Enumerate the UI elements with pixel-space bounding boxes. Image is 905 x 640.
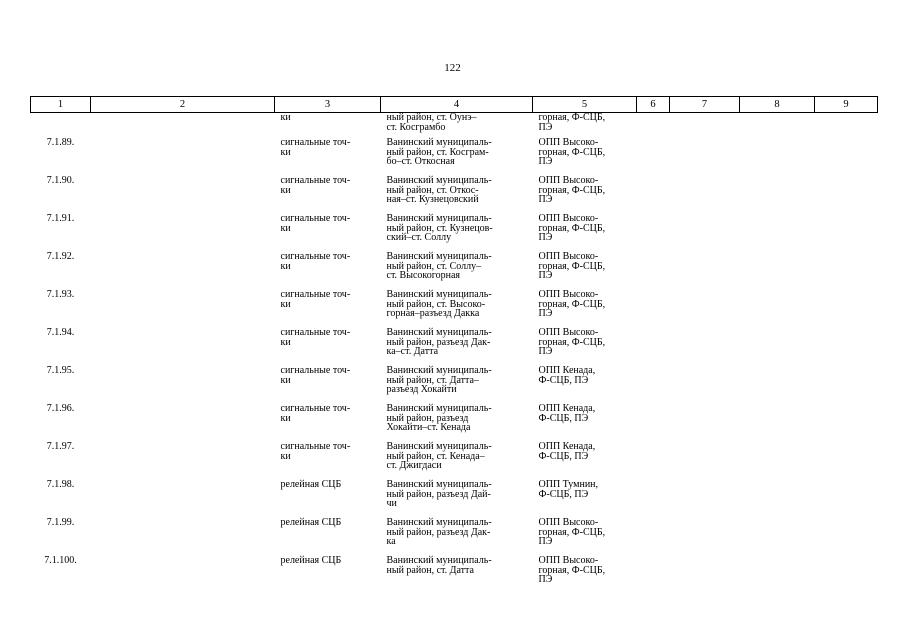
cell-empty xyxy=(815,249,878,287)
cell-empty xyxy=(670,553,740,591)
cell-location: Ванинский муниципаль- ный район, ст. Кузнецов- ский–ст. Соллу xyxy=(386,213,493,243)
table-row xyxy=(31,439,878,477)
table-row xyxy=(31,553,878,591)
cell-empty xyxy=(740,439,815,477)
cell-type: релейная СЦБ xyxy=(280,555,342,566)
cell-type: сигнальные точ- ки xyxy=(280,251,351,272)
cell-empty xyxy=(815,325,878,363)
cell-empty xyxy=(637,325,670,363)
column-header-1: 1 xyxy=(31,97,91,113)
table-row xyxy=(31,173,878,211)
cell-location: Ванинский муниципаль- ный район, разъезд Дак- ка–ст. Датта xyxy=(386,327,492,357)
cell-empty xyxy=(637,439,670,477)
cell-owner: ОПП Тумнин, Ф-СЦБ, ПЭ xyxy=(538,479,599,500)
cell-empty xyxy=(91,363,275,401)
cell-number: 7.1.90. xyxy=(46,175,75,186)
cell-location: Ванинский муниципаль- ный район, ст. Кенада– ст. Джигдаси xyxy=(386,441,492,471)
cell-type: сигнальные точ- ки xyxy=(280,441,351,462)
column-header-4: 4 xyxy=(381,97,533,113)
cell-number: 7.1.93. xyxy=(46,289,75,300)
cell-empty xyxy=(740,553,815,591)
cell-empty xyxy=(815,113,878,136)
cell-empty xyxy=(91,287,275,325)
cell-owner: ОПП Кенада, Ф-СЦБ, ПЭ xyxy=(538,441,596,462)
header-row xyxy=(31,97,878,113)
cell-owner: ОПП Кенада, Ф-СЦБ, ПЭ xyxy=(538,365,596,386)
cell-empty xyxy=(91,401,275,439)
cell-location: Ванинский муниципаль- ный район, разъезд Дай- чи xyxy=(386,479,492,509)
cell-owner: ОПП Высоко- горная, Ф-СЦБ, ПЭ xyxy=(538,555,606,585)
cell-empty xyxy=(740,211,815,249)
cell-number xyxy=(31,113,91,136)
cell-empty xyxy=(815,211,878,249)
cell-empty xyxy=(637,363,670,401)
cell-type: сигнальные точ- ки xyxy=(280,137,351,158)
table-row xyxy=(31,287,878,325)
cell-empty xyxy=(740,325,815,363)
cell-empty xyxy=(815,287,878,325)
cell-number: 7.1.92. xyxy=(46,251,75,262)
cell-location: Ванинский муниципаль- ный район, ст. Датта– разъезд Хокайти xyxy=(386,365,492,395)
cell-empty xyxy=(637,135,670,173)
column-header-6: 6 xyxy=(637,97,670,113)
table-row xyxy=(31,515,878,553)
cell-number: 7.1.99. xyxy=(46,517,75,528)
cell-empty xyxy=(670,325,740,363)
cell-empty xyxy=(637,515,670,553)
cell-type: релейная СЦБ xyxy=(280,517,342,528)
cell-owner: ОПП Высоко- горная, Ф-СЦБ, ПЭ xyxy=(538,517,606,547)
column-header-7: 7 xyxy=(670,97,740,113)
cell-type: сигнальные точ- ки xyxy=(280,213,351,234)
cell-empty xyxy=(637,249,670,287)
table-row xyxy=(31,249,878,287)
cell-empty xyxy=(637,173,670,211)
cell-empty xyxy=(815,401,878,439)
cell-empty xyxy=(815,135,878,173)
cell-owner: ОПП Кенада, Ф-СЦБ, ПЭ xyxy=(538,403,596,424)
cell-empty xyxy=(670,211,740,249)
cell-number: 7.1.94. xyxy=(46,327,75,338)
table-row xyxy=(31,363,878,401)
cell-empty xyxy=(740,401,815,439)
cell-empty xyxy=(637,211,670,249)
cell-empty xyxy=(91,135,275,173)
cell-empty xyxy=(91,439,275,477)
cell-owner: ОПП Высоко- горная, Ф-СЦБ, ПЭ xyxy=(538,213,606,243)
cell-type: ки xyxy=(280,112,291,123)
cell-empty xyxy=(91,515,275,553)
cell-empty xyxy=(637,401,670,439)
document-table xyxy=(30,96,878,591)
cell-empty xyxy=(670,113,740,136)
cell-location: Ванинский муниципаль- ный район, ст. Датта xyxy=(386,555,492,576)
page-number: 122 xyxy=(444,62,461,74)
table-row xyxy=(31,477,878,515)
cell-number: 7.1.95. xyxy=(46,365,75,376)
cell-empty xyxy=(637,553,670,591)
cell-number: 7.1.98. xyxy=(46,479,75,490)
cell-empty xyxy=(91,553,275,591)
cell-location: Ванинский муниципаль- ный район, ст. Высоко- горная–разъезд Дакка xyxy=(386,289,492,319)
cell-location: Ванинский муниципаль- ный район, разъезд Дак- ка xyxy=(386,517,492,547)
cell-empty xyxy=(815,515,878,553)
cell-empty xyxy=(670,363,740,401)
cell-empty xyxy=(740,113,815,136)
cell-empty xyxy=(91,211,275,249)
cell-empty xyxy=(670,249,740,287)
cell-empty xyxy=(91,173,275,211)
cell-empty xyxy=(91,113,275,136)
cell-number: 7.1.100. xyxy=(44,555,77,566)
cell-empty xyxy=(91,477,275,515)
cell-empty xyxy=(670,401,740,439)
cell-empty xyxy=(815,439,878,477)
table-row xyxy=(31,401,878,439)
cell-type: сигнальные точ- ки xyxy=(280,403,351,424)
column-header-8: 8 xyxy=(740,97,815,113)
cell-empty xyxy=(670,439,740,477)
cell-type: сигнальные точ- ки xyxy=(280,289,351,310)
table-row xyxy=(31,211,878,249)
column-header-5: 5 xyxy=(533,97,637,113)
cell-empty xyxy=(815,363,878,401)
cell-empty xyxy=(670,173,740,211)
cell-empty xyxy=(815,173,878,211)
cell-empty xyxy=(740,515,815,553)
cell-empty xyxy=(637,113,670,136)
cell-type: сигнальные точ- ки xyxy=(280,327,351,348)
cell-owner: ОПП Высоко- горная, Ф-СЦБ, ПЭ xyxy=(538,289,606,319)
column-header-3: 3 xyxy=(275,97,381,113)
cell-empty xyxy=(637,287,670,325)
cell-empty xyxy=(740,249,815,287)
cell-location: Ванинский муниципаль- ный район, ст. Соллу– ст. Высокогорная xyxy=(386,251,492,281)
cell-number: 7.1.89. xyxy=(46,137,75,148)
cell-empty xyxy=(740,477,815,515)
cell-empty xyxy=(91,249,275,287)
cell-empty xyxy=(91,325,275,363)
cell-owner: ОПП Высоко- горная, Ф-СЦБ, ПЭ xyxy=(538,137,606,167)
cell-location: Ванинский муниципаль- ный район, ст. Откос- ная–ст. Кузнецовский xyxy=(386,175,492,205)
cell-empty xyxy=(740,363,815,401)
cell-location: Ванинский муниципаль- ный район, ст. Косграм- бо–ст. Откосная xyxy=(386,137,492,167)
cell-owner: горная, Ф-СЦБ, ПЭ xyxy=(538,112,606,133)
cell-type: релейная СЦБ xyxy=(280,479,342,490)
table-row xyxy=(31,325,878,363)
cell-type: сигнальные точ- ки xyxy=(280,175,351,196)
cell-type: сигнальные точ- ки xyxy=(280,365,351,386)
cell-number: 7.1.97. xyxy=(46,441,75,452)
cell-empty xyxy=(815,553,878,591)
cell-empty xyxy=(815,477,878,515)
cell-empty xyxy=(670,135,740,173)
cell-location: ный район, ст. Оунэ– ст. Косграмбо xyxy=(386,112,477,133)
cell-number: 7.1.91. xyxy=(46,213,75,224)
cell-empty xyxy=(670,287,740,325)
cell-empty xyxy=(637,477,670,515)
column-header-2: 2 xyxy=(91,97,275,113)
column-header-9: 9 xyxy=(815,97,878,113)
cell-number: 7.1.96. xyxy=(46,403,75,414)
cell-empty xyxy=(670,515,740,553)
cell-owner: ОПП Высоко- горная, Ф-СЦБ, ПЭ xyxy=(538,175,606,205)
cell-empty xyxy=(740,287,815,325)
cell-empty xyxy=(740,135,815,173)
cell-location: Ванинский муниципаль- ный район, разъезд Хокайти–ст. Кенада xyxy=(386,403,492,433)
table-row xyxy=(31,135,878,173)
cell-owner: ОПП Высоко- горная, Ф-СЦБ, ПЭ xyxy=(538,251,606,281)
cell-empty xyxy=(670,477,740,515)
cell-empty xyxy=(740,173,815,211)
continuation-row xyxy=(31,113,878,136)
cell-owner: ОПП Высоко- горная, Ф-СЦБ, ПЭ xyxy=(538,327,606,357)
